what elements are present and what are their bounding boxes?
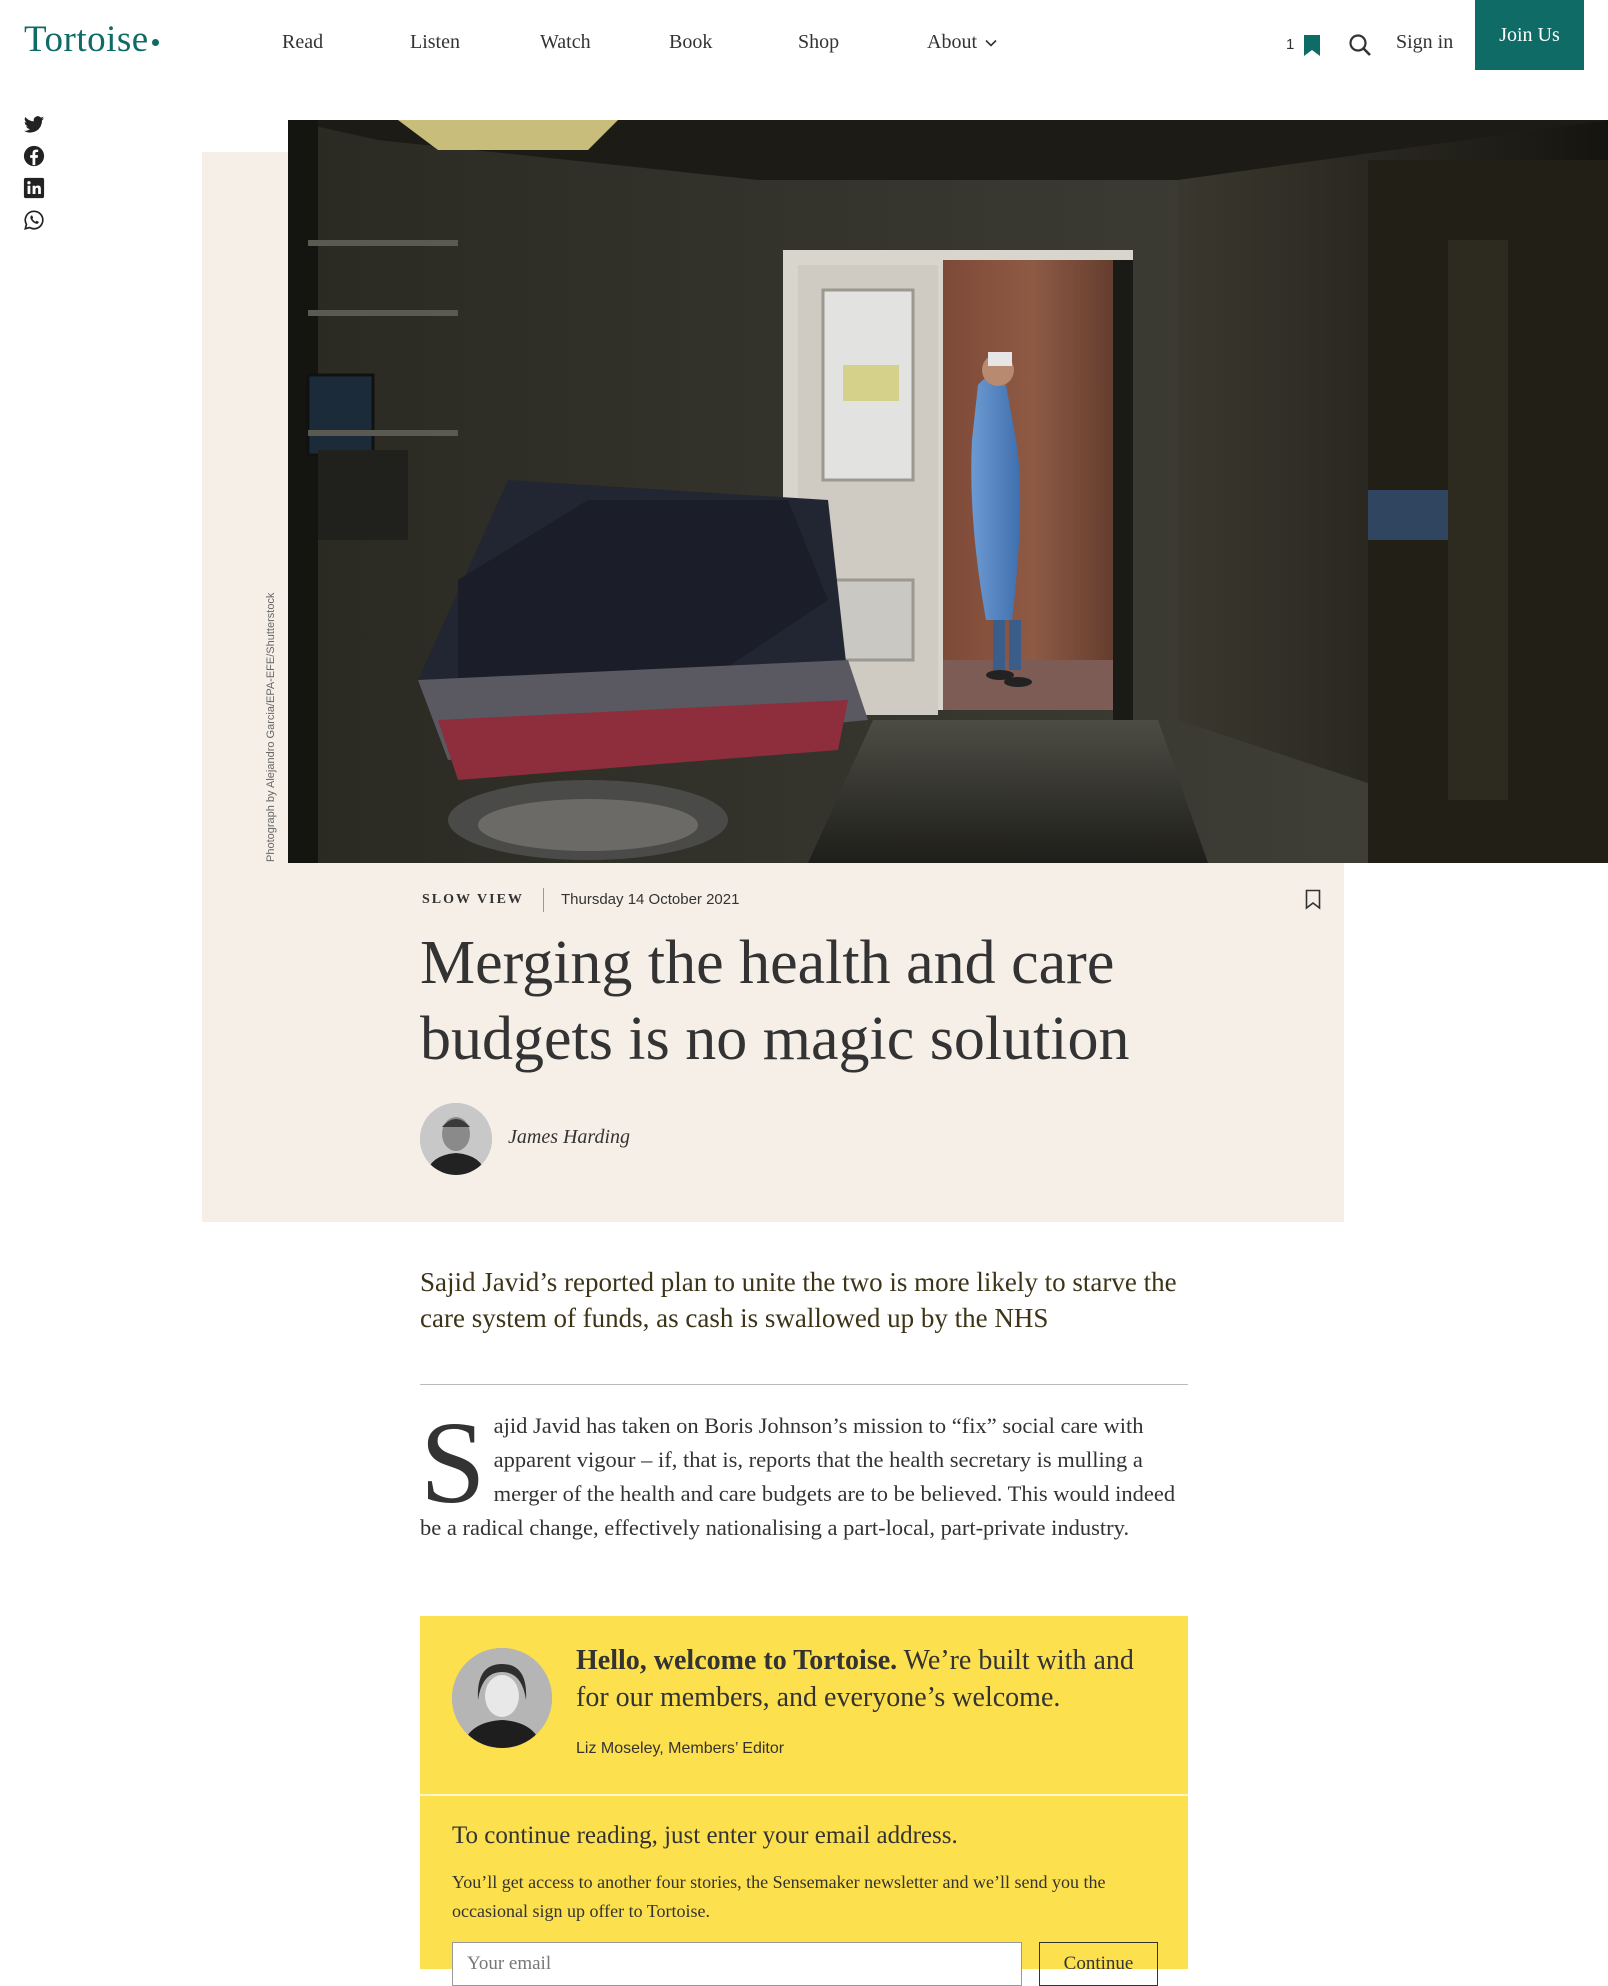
article-date: Thursday 14 October 2021 bbox=[561, 891, 740, 908]
welcome-bold: Hello, welcome to Tortoise. bbox=[576, 1645, 898, 1676]
facebook-icon[interactable] bbox=[23, 145, 45, 167]
article-body bbox=[420, 1397, 1190, 1545]
access-description: You’ll get access to another four stories, the Sensemaker newsletter and we’ll send you the occasional sign up offer to Tortoise. bbox=[452, 1872, 1106, 1921]
author-portrait bbox=[420, 1103, 492, 1175]
editor-avatar bbox=[452, 1648, 552, 1748]
member-signup-box bbox=[420, 1616, 1188, 1974]
email-input[interactable] bbox=[452, 1942, 1022, 1986]
whatsapp-icon[interactable] bbox=[23, 209, 45, 231]
meta-divider bbox=[543, 888, 544, 912]
nav-read[interactable]: Read bbox=[282, 31, 324, 53]
linkedin-icon[interactable] bbox=[23, 177, 45, 199]
hero-image bbox=[288, 120, 1608, 863]
bookmark-icon[interactable] bbox=[1305, 889, 1321, 910]
nav-listen[interactable]: Listen bbox=[410, 31, 460, 53]
welcome-rest: We’re built with and for our members, and everyone’s welcome. bbox=[576, 1645, 1134, 1713]
author-name[interactable]: James Harding bbox=[508, 1126, 631, 1148]
editor-credit: Liz Moseley, Members’ Editor bbox=[576, 1740, 785, 1757]
body-paragraph: ajid Javid has taken on Boris Johnson’s mission to “fix” social care with apparent vigour – if, that is, reports that the health secretary is mulling a merger of the health and care budgets are to be believed. This would indeed be a radical change, effectively nationalising a part-local, part-private industry. bbox=[420, 1413, 1176, 1540]
standfirst: Sajid Javid’s reported plan to unite the two is more likely to starve the care system of funds, as cash is swallowed up by the NHS bbox=[420, 1267, 1177, 1333]
join-us-button[interactable]: Join Us bbox=[1475, 0, 1584, 70]
section-label[interactable]: SLOW VIEW bbox=[422, 892, 524, 907]
photo-credit: Photograph by Alejandro Garcia/EPA-EFE/Shutterstock bbox=[265, 592, 277, 862]
nav-watch[interactable]: Watch bbox=[540, 31, 591, 53]
continue-button[interactable]: Continue bbox=[1039, 1942, 1158, 1986]
tortoise-logo[interactable]: Tortoise bbox=[24, 18, 159, 61]
sign-in-link[interactable]: Sign in bbox=[1396, 31, 1454, 53]
twitter-icon[interactable] bbox=[23, 114, 45, 136]
nav-book[interactable]: Book bbox=[669, 31, 713, 53]
bookmark-filled-icon[interactable] bbox=[1304, 35, 1320, 56]
search-icon[interactable] bbox=[1348, 33, 1372, 57]
content-divider bbox=[420, 1384, 1188, 1385]
article-headline: Merging the health and care budgets is no magic solution bbox=[420, 929, 1130, 1073]
logo-dot bbox=[152, 39, 159, 46]
hospital-photo-illustration bbox=[288, 120, 1608, 863]
chevron-down-icon bbox=[985, 39, 997, 47]
continue-heading: To continue reading, just enter your email address. bbox=[452, 1822, 958, 1849]
welcome-message bbox=[576, 1642, 1156, 1716]
bookmark-count[interactable]: 1 bbox=[1286, 36, 1295, 53]
author-avatar[interactable] bbox=[420, 1103, 492, 1175]
editor-portrait bbox=[452, 1648, 552, 1748]
drop-cap: S bbox=[420, 1397, 486, 1528]
site-header bbox=[0, 0, 1608, 90]
member-box-separator bbox=[420, 1794, 1188, 1796]
nav-shop[interactable]: Shop bbox=[798, 31, 840, 53]
nav-about[interactable]: About bbox=[927, 31, 997, 54]
